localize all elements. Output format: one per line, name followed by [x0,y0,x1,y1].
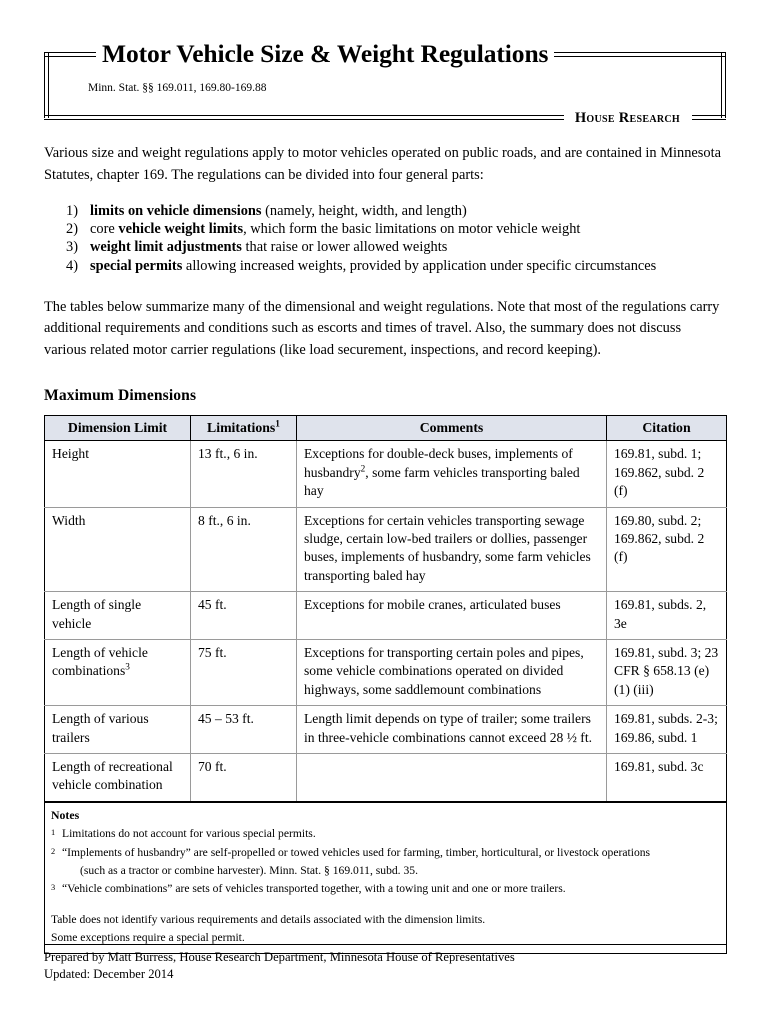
table-row [45,639,727,705]
cell-dimension [45,706,191,754]
notes-tail [51,911,720,948]
table-header [45,416,727,441]
intro-paragraph: Various size and weight regulations apply to motor vehicles operated on public roads, and are contained in Minnesota Statutes, chapter 169. The regulations can be divided into four general parts: [44,145,721,183]
masthead-border-bottom-left [44,115,564,120]
footnote-marker: 3 [51,883,56,893]
list-item-rest: allowing increased weights, provided by application under specific circumstances [182,257,657,274]
cell-comment [297,507,607,592]
table-body [45,441,727,953]
footer-divider [44,944,726,945]
cell-citation: 169.81, subd. 1; 169.862, subd. 2 (f) [607,441,727,507]
cell-dimension [45,592,191,640]
column-header-limitations [191,416,297,441]
section-heading-maximum-dimensions: Maximum Dimensions [44,387,197,405]
cell-dimension-label: Width [52,512,86,528]
cell-limitation: 8 ft., 6 in. [191,507,297,592]
cell-comment-part-a: Exceptions for double-deck buses, implements of husbandry [304,446,573,480]
cell-citation: 169.80, subd. 2; 169.862, subd. 2 (f) [607,507,727,592]
masthead-border-bottom-right [692,115,726,120]
cell-comment-part-b: , some farm vehicles transporting baled hay [304,464,580,499]
cell-citation: 169.81, subd. 3; 23 CFR § 658.13 (e) (1) (iii) [607,639,727,705]
cell-limitation: 70 ft. [191,754,297,802]
cell-comment-part-a: Exceptions for transporting certain poles and pipes, some vehicle combinations operated on divided highways, some saddlemount combinations [304,644,584,697]
note-item [51,880,720,898]
cell-comment-part-a: Exceptions for mobile cranes, articulated buses [304,597,561,613]
note-text: Limitations do not account for various special permits. [62,827,316,841]
list-item-lead: core [90,221,119,238]
footnote-marker: 2 [360,463,366,474]
cell-dimension-label: Length of recreational vehicle combination [52,759,173,793]
list-item-number: 4) [66,257,78,274]
cell-comment-part-a: Exceptions for certain vehicles transporting sewage sludge, certain low-bed trailers or dollies, passenger buses, implements of husbandry, some farm vehicles transporting baled hay [304,512,591,583]
footer-prepared-by: Prepared by Matt Burress, House Research Department, Minnesota House of Representatives [44,950,515,964]
list-item [44,238,726,256]
list-item-bold: special permits [90,257,183,274]
cell-dimension-label: Length of vehicle combinations [52,644,148,679]
cell-dimension [45,441,191,507]
table-row [45,507,727,592]
list-item-number: 1) [66,203,78,219]
table-row [45,441,727,507]
cell-dimension [45,754,191,802]
footnote-marker: 1 [51,828,56,838]
cell-comment [297,754,607,802]
masthead-border-left [44,52,49,118]
footnote-marker: 3 [125,661,130,672]
cell-limitation: 75 ft. [191,639,297,705]
column-header-comments: Comments [297,416,607,441]
list-item-rest: that raise or lower allowed weights [241,239,448,256]
column-header-citation: Citation [607,416,727,441]
maximum-dimensions-table [44,415,727,953]
masthead-border-top-right [544,52,726,57]
table-header-row [45,416,727,441]
cell-comment [297,639,607,705]
statute-citation-subtitle: Minn. Stat. §§ 169.011, 169.80-169.88 [88,82,267,94]
table-row [45,706,727,754]
note-text: “Implements of husbandry” are self-propelled or towed vehicles used for farming, timber, horticultural, or livestock operations [62,845,651,859]
footnote-marker: 1 [275,419,280,430]
list-item-rest: (namely, height, width, and length) [261,203,467,219]
footnote-marker: 2 [51,846,56,856]
list-item [44,202,726,220]
page-footer [44,944,726,983]
summary-paragraph: The tables below summarize many of the dimensional and weight regulations. Note that most of the regulations carry additional requirements and conditions such as escorts and times of travel. Also, the summary does not discuss various related motor carrier regulations (like load securement, inspections, and record keeping). [44,298,720,358]
document-page [44,0,726,1024]
cell-citation: 169.81, subds. 2, 3e [607,592,727,640]
table-row [45,754,727,802]
cell-dimension [45,639,191,705]
list-item [44,257,726,275]
cell-dimension [45,507,191,592]
cell-dimension-label: Height [52,446,89,462]
table-notes [45,802,727,953]
list-item-bold: weight limit adjustments [90,239,242,256]
masthead-border-right [721,52,726,118]
cell-dimension-label: Length of various trailers [52,711,149,745]
cell-comment-part-a: Length limit depends on type of trailer; some trailers in three-vehicle combinations cannot exceed 28 ½ ft. [304,711,593,745]
cell-comment [297,706,607,754]
house-research-logo: House Research [569,109,686,127]
cell-comment [297,592,607,640]
notes-title: Notes [51,807,80,822]
column-header-dimension-limit: Dimension Limit [45,416,191,441]
note-text: “Vehicle combinations” are sets of vehicles transported together, with a towing unit and one or more trailers. [62,882,566,896]
masthead-border-top-left [44,52,96,57]
table-notes-row [45,802,727,953]
footer-updated: Updated: December 2014 [44,967,174,981]
list-item-bold: limits on vehicle dimensions [90,203,262,219]
note-item [51,844,720,881]
cell-citation: 169.81, subds. 2-3; 169.86, subd. 1 [607,706,727,754]
list-item-rest: , which form the basic limitations on motor vehicle weight [243,221,581,238]
table-row [45,592,727,640]
cell-citation: 169.81, subd. 3c [607,754,727,802]
cell-comment [297,441,607,507]
list-item-bold: vehicle weight limits [118,221,244,238]
list-item-number: 3) [66,239,78,256]
cell-limitation: 45 – 53 ft. [191,706,297,754]
page-title: Motor Vehicle Size & Weight Regulations [96,38,554,70]
note-tail-line: Table does not identify various requirements and details associated with the dimension limits. [51,912,486,926]
note-tail-line: Some exceptions require a special permit. [51,931,245,945]
list-item-number: 2) [66,221,78,238]
general-parts-list [44,202,726,275]
masthead [44,39,726,126]
list-item [44,220,726,238]
cell-limitation: 13 ft., 6 in. [191,441,297,507]
column-header-limitations-label: Limitations [207,420,276,436]
cell-dimension-label: Length of single vehicle [52,597,142,631]
cell-limitation: 45 ft. [191,592,297,640]
note-text-continued: (such as a tractor or combine harvester). Minn. Stat. § 169.011, subd. 35. [80,864,418,878]
note-item [51,825,720,843]
